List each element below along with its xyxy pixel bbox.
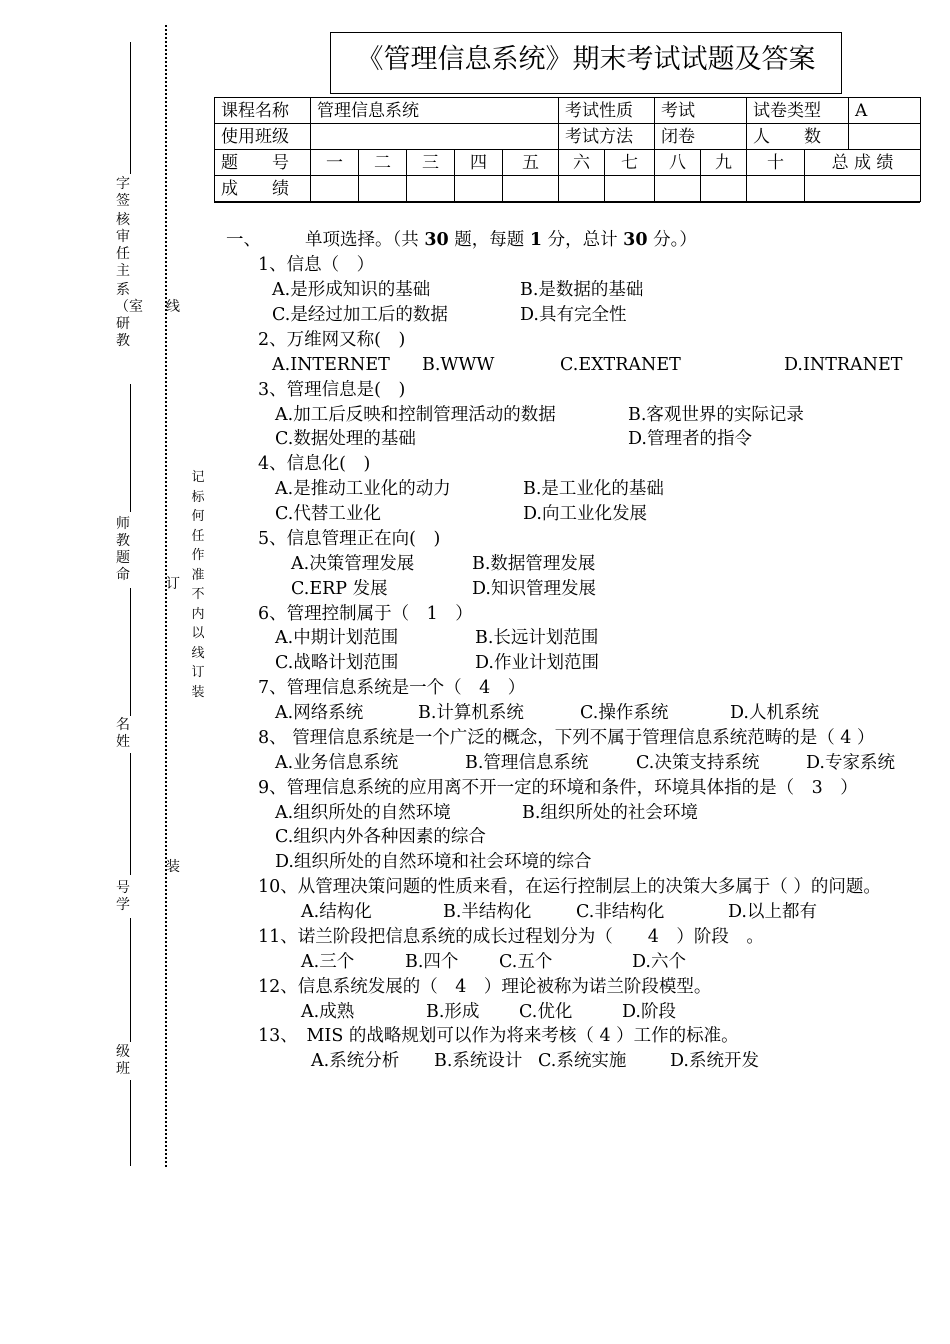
option: D.人机系统 [730, 703, 819, 723]
option: C.五个 [499, 952, 553, 972]
question-stem: 12、信息系统发展的（ 4 ）理论被称为诺兰阶段模型。 [258, 977, 712, 997]
table-row [215, 124, 921, 150]
question-stem: 8、 管理信息系统是一个广泛的概念，下列不属于管理信息系统范畴的是（ 4 ） [258, 728, 875, 748]
score-cell[interactable] [455, 176, 503, 202]
margin-line [130, 42, 131, 174]
score-cell[interactable] [359, 176, 407, 202]
binding-warning: 记标何任作准不内以线订装 [191, 470, 205, 700]
option: C.非结构化 [576, 902, 665, 922]
section-number: 一、 [226, 230, 261, 250]
exam-info-table [214, 97, 921, 202]
section-text: 分。） [647, 230, 697, 250]
table-row [215, 176, 921, 202]
option: C.代替工业化 [275, 504, 381, 524]
option: D.知识管理发展 [472, 579, 596, 599]
exam-method-label: 考试方法 [559, 124, 655, 150]
option: A.业务信息系统 [275, 753, 399, 773]
option: C.操作系统 [580, 703, 669, 723]
qno-cell: 八 [655, 150, 701, 176]
section-total-points: 30 [623, 230, 648, 250]
section-text: 题，每题 [448, 230, 530, 250]
question-stem: 13、 MIS 的战略规划可以作为将来考核（ 4 ）工作的标准。 [258, 1026, 739, 1046]
table-row [215, 98, 921, 124]
qno-cell: 六 [559, 150, 605, 176]
binding-dotted-line [165, 25, 167, 1167]
section-total-questions: 30 [424, 230, 449, 250]
qno-cell: 一 [311, 150, 359, 176]
option: B.WWW [422, 355, 495, 375]
option: B.计算机系统 [418, 703, 524, 723]
option: C.EXTRANET [560, 355, 681, 375]
margin-label-author: 师教题命 [116, 516, 130, 583]
section-text: 单项选择。（共 [305, 230, 425, 250]
question-stem: 7、管理信息系统是一个（ 4 ） [258, 678, 526, 698]
page-title: 《管理信息系统》期末考试试题及答案 [330, 32, 842, 94]
paper-type-label: 试卷类型 [747, 98, 849, 124]
score-cell[interactable] [701, 176, 747, 202]
margin-line [130, 753, 131, 875]
option: A.决策管理发展 [291, 554, 415, 574]
option: C.ERP 发展 [291, 579, 388, 599]
table-bottom-rule [214, 201, 920, 203]
class-label: 使用班级 [215, 124, 311, 150]
total-score-cell[interactable] [805, 176, 921, 202]
score-cell[interactable] [747, 176, 805, 202]
option: D.INTRANET [784, 355, 903, 375]
total-score-label: 总 成 绩 [805, 150, 921, 176]
option: C.优化 [519, 1002, 573, 1022]
option: D.作业计划范围 [475, 653, 599, 673]
margin-line [130, 588, 131, 716]
option: C.战略计划范围 [275, 653, 399, 673]
margin-label-id: 号学 [116, 880, 130, 913]
option: B.是工业化的基础 [523, 479, 664, 499]
margin-label-dept: 系（室研教 [115, 282, 143, 349]
margin-label-class: 级班 [116, 1044, 130, 1077]
score-label: 成 绩 [215, 176, 311, 202]
margin-label-sign: 字签 [116, 176, 130, 209]
option: B.形成 [426, 1002, 480, 1022]
option: A.系统分析 [311, 1051, 400, 1071]
section-text: 分，总计 [542, 230, 624, 250]
score-cell[interactable] [407, 176, 455, 202]
section-heading [226, 228, 697, 253]
option: B.系统设计 [434, 1051, 523, 1071]
option: A.网络系统 [275, 703, 364, 723]
option: B.客观世界的实际记录 [628, 405, 804, 425]
table-row [215, 150, 921, 176]
option: A.三个 [301, 952, 355, 972]
question-stem: 5、信息管理正在向( ) [258, 529, 441, 549]
question-stem: 10、从管理决策问题的性质来看，在运行控制层上的决策大多属于（ ）的问题。 [258, 877, 881, 897]
score-cell[interactable] [655, 176, 701, 202]
margin-label-name: 名姓 [116, 717, 130, 750]
question-stem: 9、管理信息系统的应用离不开一定的环境和条件，环境具体指的是（ 3 ） [258, 778, 858, 798]
qno-cell: 三 [407, 150, 455, 176]
option: D.系统开发 [670, 1051, 759, 1071]
option: A.中期计划范围 [275, 628, 399, 648]
option: D.专家系统 [806, 753, 895, 773]
option: C.数据处理的基础 [275, 429, 416, 449]
option: D.向工业化发展 [523, 504, 647, 524]
option: A.加工后反映和控制管理活动的数据 [275, 405, 556, 425]
option: B.数据管理发展 [472, 554, 596, 574]
option: C.组织内外各种因素的综合 [275, 827, 486, 847]
option: C.是经过加工后的数据 [272, 305, 448, 325]
score-cell[interactable] [503, 176, 559, 202]
bind-mark-bind: 装 [166, 859, 180, 875]
option: B.管理信息系统 [465, 753, 589, 773]
question-stem: 4、信息化( ) [258, 454, 371, 474]
option: B.长远计划范围 [475, 628, 599, 648]
question-stem: 11、诺兰阶段把信息系统的成长过程划分为（ 4 ）阶段 。 [258, 927, 764, 947]
question-stem: 1、信息（ ） [258, 255, 375, 275]
score-cell[interactable] [311, 176, 359, 202]
option: D.六个 [632, 952, 686, 972]
class-value [311, 124, 559, 150]
option: C.系统实施 [538, 1051, 627, 1071]
option: A.组织所处的自然环境 [275, 803, 451, 823]
margin-line [130, 918, 131, 1042]
bind-mark-line: 线 [166, 299, 180, 315]
option: A.结构化 [301, 902, 372, 922]
qno-cell: 二 [359, 150, 407, 176]
option: B.是数据的基础 [520, 280, 644, 300]
score-cell[interactable] [559, 176, 605, 202]
option: D.阶段 [622, 1002, 676, 1022]
question-stem: 6、管理控制属于（ 1 ） [258, 604, 473, 624]
option: A.INTERNET [272, 355, 390, 375]
question-stem: 2、万维网又称( ) [258, 330, 406, 350]
qno-cell: 五 [503, 150, 559, 176]
course-label: 课程名称 [215, 98, 311, 124]
option: D.具有完全性 [520, 305, 627, 325]
people-label: 人 数 [747, 124, 849, 150]
section-points-per-question: 1 [529, 230, 542, 250]
qno-cell: 七 [605, 150, 655, 176]
question-stem: 3、管理信息是( ) [258, 380, 406, 400]
option: B.半结构化 [443, 902, 532, 922]
course-value: 管理信息系统 [311, 98, 559, 124]
option: A.是推动工业化的动力 [275, 479, 451, 499]
option: A.成熟 [301, 1002, 355, 1022]
option: B.四个 [405, 952, 459, 972]
option: D.管理者的指令 [628, 429, 752, 449]
qno-label: 题 号 [215, 150, 311, 176]
option: D.以上都有 [728, 902, 817, 922]
people-value [849, 124, 921, 150]
exam-method-value: 闭卷 [655, 124, 747, 150]
margin-line [130, 1080, 131, 1166]
option: A.是形成知识的基础 [272, 280, 431, 300]
exam-nature-label: 考试性质 [559, 98, 655, 124]
qno-cell: 九 [701, 150, 747, 176]
bind-mark-staple: 订 [166, 576, 180, 592]
margin-line [130, 384, 131, 512]
score-cell[interactable] [605, 176, 655, 202]
qno-cell: 十 [747, 150, 805, 176]
margin-label-check: 核审任主 [116, 212, 130, 279]
exam-nature-value: 考试 [655, 98, 747, 124]
paper-type-value: A [849, 98, 921, 124]
qno-cell: 四 [455, 150, 503, 176]
option: C.决策支持系统 [636, 753, 760, 773]
option: B.组织所处的社会环境 [522, 803, 698, 823]
option: D.组织所处的自然环境和社会环境的综合 [275, 852, 592, 872]
